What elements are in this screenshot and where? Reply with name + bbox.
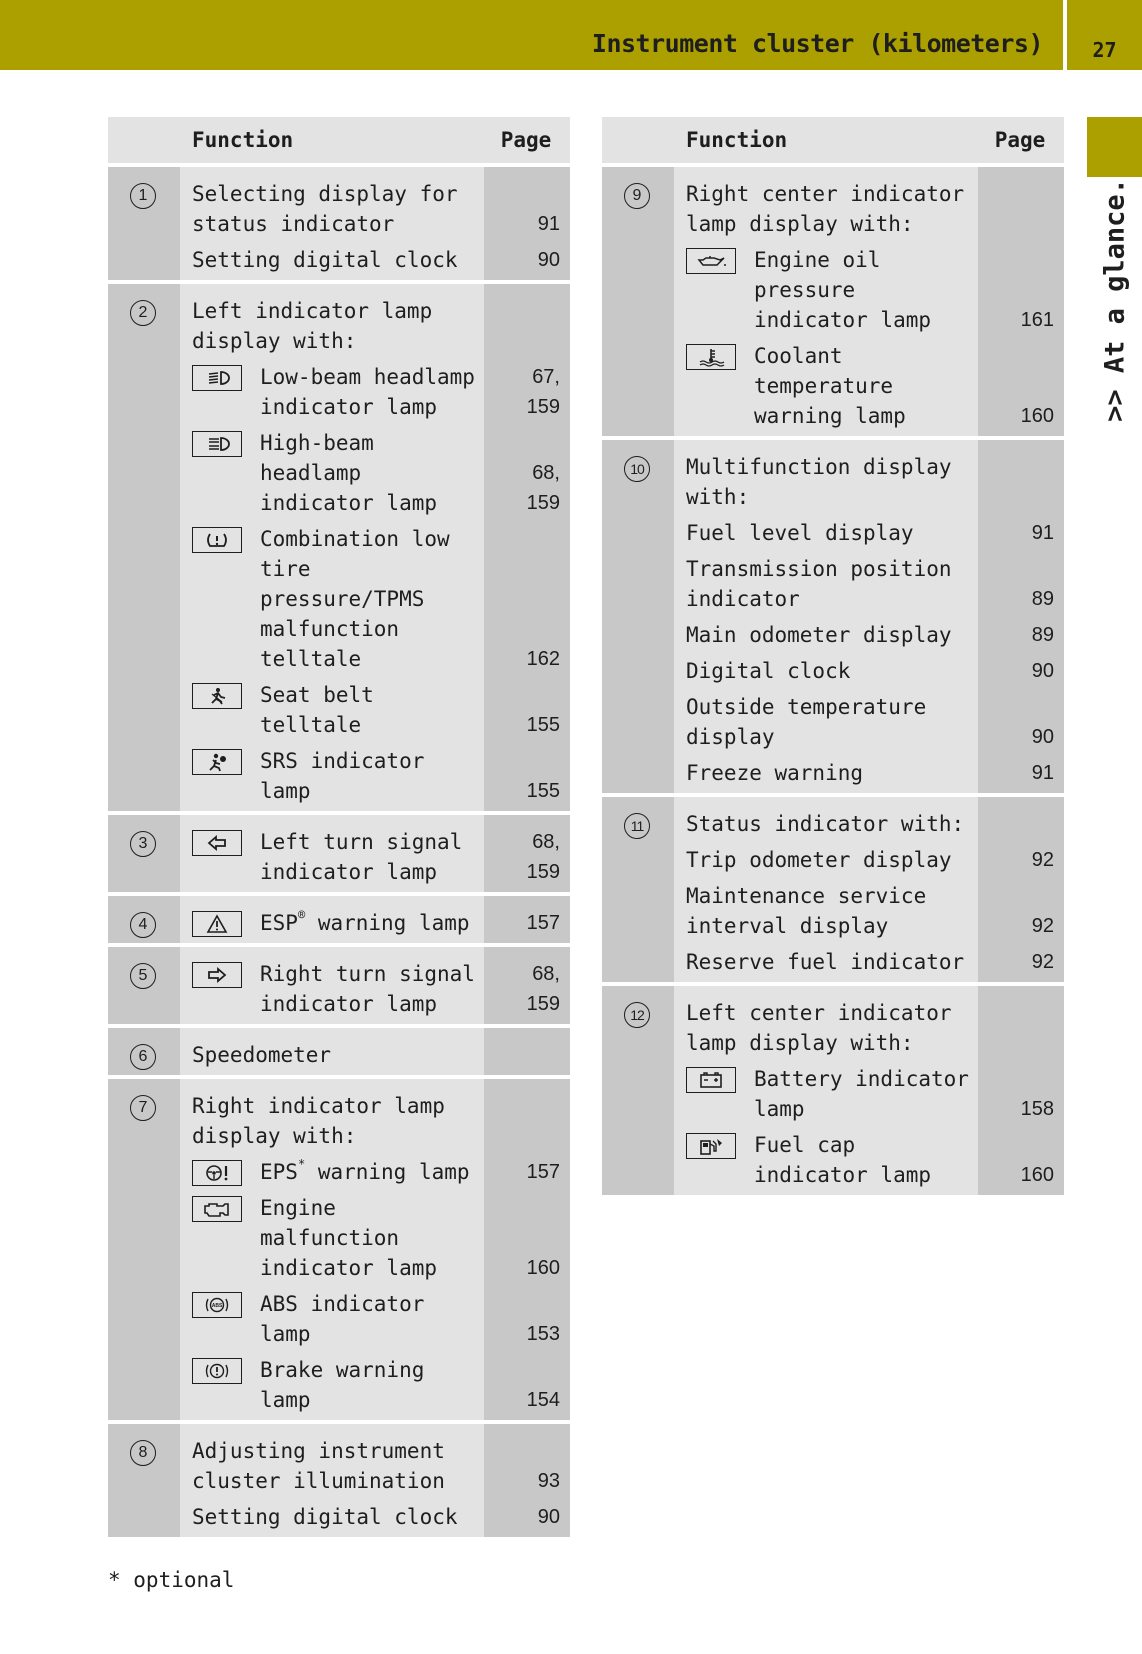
list-item [180,1028,570,1075]
function-cell [180,947,570,1024]
abs-icon [192,1292,242,1318]
callout-number-cell [108,947,180,1024]
page-reference: 92 [1031,951,1054,973]
fuel-cap-icon [686,1133,736,1159]
callout-number-cell [108,1424,180,1537]
function-cell [180,167,570,280]
list-item [180,674,570,740]
callout-number: 9 [624,183,650,209]
list-item [180,815,570,892]
list-item [180,1151,570,1187]
function-cell [674,167,1064,436]
page-reference: 91 [537,213,560,235]
lamp-label: Combination low tire pressure/TPMS malfunction telltale [260,527,450,671]
table-row [108,1079,570,1420]
page-reference: 155 [526,714,560,736]
page-reference: 162 [526,648,560,670]
table-row [602,986,1064,1195]
function-cell [180,815,570,892]
function-cell [180,896,570,943]
function-table-left [108,117,570,1537]
table-row [108,1424,570,1537]
function-label: Left center indicator lamp display with: [686,1001,952,1055]
page-reference: 91 [1031,522,1054,544]
callout-number-cell [602,986,674,1195]
page-reference: 68, 159 [526,462,560,514]
high-beam-icon [192,431,242,457]
lamp-label: SRS indicator lamp [260,749,425,803]
lamp-label: Engine oil pressure indicator lamp [754,248,932,332]
engine-icon [192,1196,242,1222]
list-item [674,686,1064,752]
list-item [180,1496,570,1537]
list-item [674,839,1064,875]
page-reference: 68, 159 [526,963,560,1015]
page-reference: 90 [537,249,560,271]
oil-pressure-icon [686,248,736,274]
table-row [602,440,1064,793]
function-cell [180,284,570,811]
callout-number-cell [108,896,180,943]
page-reference: 160 [1020,1164,1054,1186]
list-item [180,947,570,1024]
page-reference [484,1040,570,1070]
page-column-header: Page [978,117,1064,163]
lamp-label: EPS* warning lamp [260,1157,470,1184]
callout-number-cell [108,167,180,280]
table-row [108,167,570,280]
table-row [108,815,570,892]
tire-pressure-icon [192,527,242,553]
page-reference: 153 [526,1323,560,1345]
lamp-label: Engine malfunction indicator lamp [260,1196,438,1280]
low-beam-icon [192,365,242,391]
battery-icon [686,1067,736,1093]
function-table-right [602,117,1064,1195]
function-label: Fuel level display [686,521,914,545]
callout-number: 4 [130,912,156,938]
table-header [602,117,1064,163]
list-item [180,740,570,811]
page-number-box [1067,0,1142,70]
table-row [602,797,1064,982]
lamp-label: Fuel cap indicator lamp [754,1133,932,1187]
callout-number: 11 [624,813,650,839]
page-reference: 92 [1031,915,1054,937]
function-label: Transmission position indicator [686,557,952,611]
seat-belt-icon [192,683,242,709]
function-cell [180,1028,570,1075]
list-item [674,512,1064,548]
list-item [674,986,1064,1058]
left-turn-icon [192,830,242,856]
function-cell [674,440,1064,793]
page-reference: 91 [1031,762,1054,784]
page-reference [978,179,1064,239]
list-item [180,1424,570,1496]
function-label: Reserve fuel indicator [686,950,965,974]
page-reference [978,809,1064,839]
page-reference: 90 [1031,660,1054,682]
table-row [108,896,570,943]
esp-warning-icon [192,911,242,937]
function-label: Main odometer display [686,623,952,647]
lamp-label: Coolant temperature warning lamp [754,344,906,428]
function-column-header: Function [180,117,484,163]
lamp-label: Right turn signal indicator lamp [260,962,475,1016]
svg-text:ABS: ABS [211,1303,223,1309]
lamp-label: ESP® warning lamp [260,908,470,935]
lamp-label: Brake warning lamp [260,1358,425,1412]
footnote: * optional [108,1568,235,1592]
list-item [674,548,1064,614]
list-item [674,167,1064,239]
page-reference: 158 [1020,1098,1054,1120]
page-reference: 154 [526,1389,560,1411]
list-item [180,896,570,943]
callout-number: 6 [130,1044,156,1070]
page-reference: 68, 159 [526,831,560,883]
callout-number: 10 [624,456,650,482]
page-reference: 90 [537,1506,560,1528]
list-item [674,752,1064,793]
table-row [108,947,570,1024]
section-side-label: >> At a glance. [1099,178,1131,422]
function-label: Right indicator lamp display with: [192,1094,445,1148]
page-title: Instrument cluster (kilometers) [591,29,1043,58]
table-header [108,117,570,163]
function-cell [674,797,1064,982]
lamp-label: Battery indicator lamp [754,1067,969,1121]
page-reference: 89 [1031,624,1054,646]
page-reference: 155 [526,780,560,802]
srs-airbag-icon [192,749,242,775]
page-reference: 157 [526,1161,560,1183]
list-item [674,335,1064,436]
function-label: Adjusting instrument cluster illumination [192,1439,445,1493]
function-label: Outside temperature display [686,695,927,749]
callout-number: 3 [130,831,156,857]
page-number: 27 [1092,38,1117,62]
function-label: Maintenance service interval display [686,884,927,938]
callout-number-cell [108,815,180,892]
function-label: Status indicator with: [686,812,965,836]
page-column-header: Page [484,117,570,163]
list-item [180,167,570,239]
list-item [674,1124,1064,1195]
page-reference: 93 [537,1470,560,1492]
list-item [674,941,1064,982]
table-row [602,167,1064,436]
callout-number: 1 [130,183,156,209]
lamp-label: Seat belt telltale [260,683,374,737]
list-item [180,1349,570,1420]
list-item [180,518,570,674]
page-reference [484,1091,570,1151]
callout-number: 2 [130,300,156,326]
list-item [674,614,1064,650]
list-item [180,1079,570,1151]
function-label: Freeze warning [686,761,864,785]
callout-number-cell [602,440,674,793]
function-label: Left indicator lamp display with: [192,299,433,353]
list-item [180,356,570,422]
list-item [674,440,1064,512]
function-label: Setting digital clock [192,248,458,272]
brake-icon [192,1358,242,1384]
lamp-label: Left turn signal indicator lamp [260,830,463,884]
table-row [108,284,570,811]
callout-number-cell [108,1079,180,1420]
page-reference: 161 [1020,309,1054,331]
page-reference: 67, 159 [526,366,560,418]
list-item [674,875,1064,941]
lamp-label: ABS indicator lamp [260,1292,425,1346]
function-cell [180,1079,570,1420]
section-tab-marker [1087,117,1142,177]
lamp-label: High-beam headlamp indicator lamp [260,431,438,515]
page-reference [978,998,1064,1058]
function-label: Speedometer [192,1043,332,1067]
callout-number: 8 [130,1440,156,1466]
page-reference: 160 [1020,405,1054,427]
header-bar [0,0,1063,70]
function-label: Multifunction display with: [686,455,952,509]
function-column-header: Function [674,117,978,163]
list-item [180,1283,570,1349]
table-row [108,1028,570,1075]
callout-number: 7 [130,1095,156,1121]
function-label: Digital clock [686,659,851,683]
function-cell [180,1424,570,1537]
function-label: Right center indicator lamp display with: [686,182,965,236]
right-turn-icon [192,962,242,988]
page-reference: 157 [526,912,560,934]
function-label: Selecting display for status indicator [192,182,458,236]
callout-number-cell [108,284,180,811]
function-label: Setting digital clock [192,1505,458,1529]
callout-number: 12 [624,1002,650,1028]
eps-warning-icon [192,1160,242,1186]
page-reference: 90 [1031,726,1054,748]
function-cell [674,986,1064,1195]
callout-number-cell [602,167,674,436]
callout-number-cell [602,797,674,982]
function-label: Trip odometer display [686,848,952,872]
list-item [180,1187,570,1283]
list-item [674,1058,1064,1124]
lamp-label: Low-beam headlamp indicator lamp [260,365,475,419]
page-reference: 92 [1031,849,1054,871]
list-item [180,284,570,356]
callout-number-cell [108,1028,180,1075]
list-item [180,239,570,280]
page-reference: 160 [526,1257,560,1279]
list-item [674,797,1064,839]
page-reference [978,452,1064,512]
page-reference: 89 [1031,588,1054,610]
list-item [674,650,1064,686]
page-reference [484,296,570,356]
coolant-temp-icon [686,344,736,370]
list-item [180,422,570,518]
list-item [674,239,1064,335]
callout-number: 5 [130,963,156,989]
